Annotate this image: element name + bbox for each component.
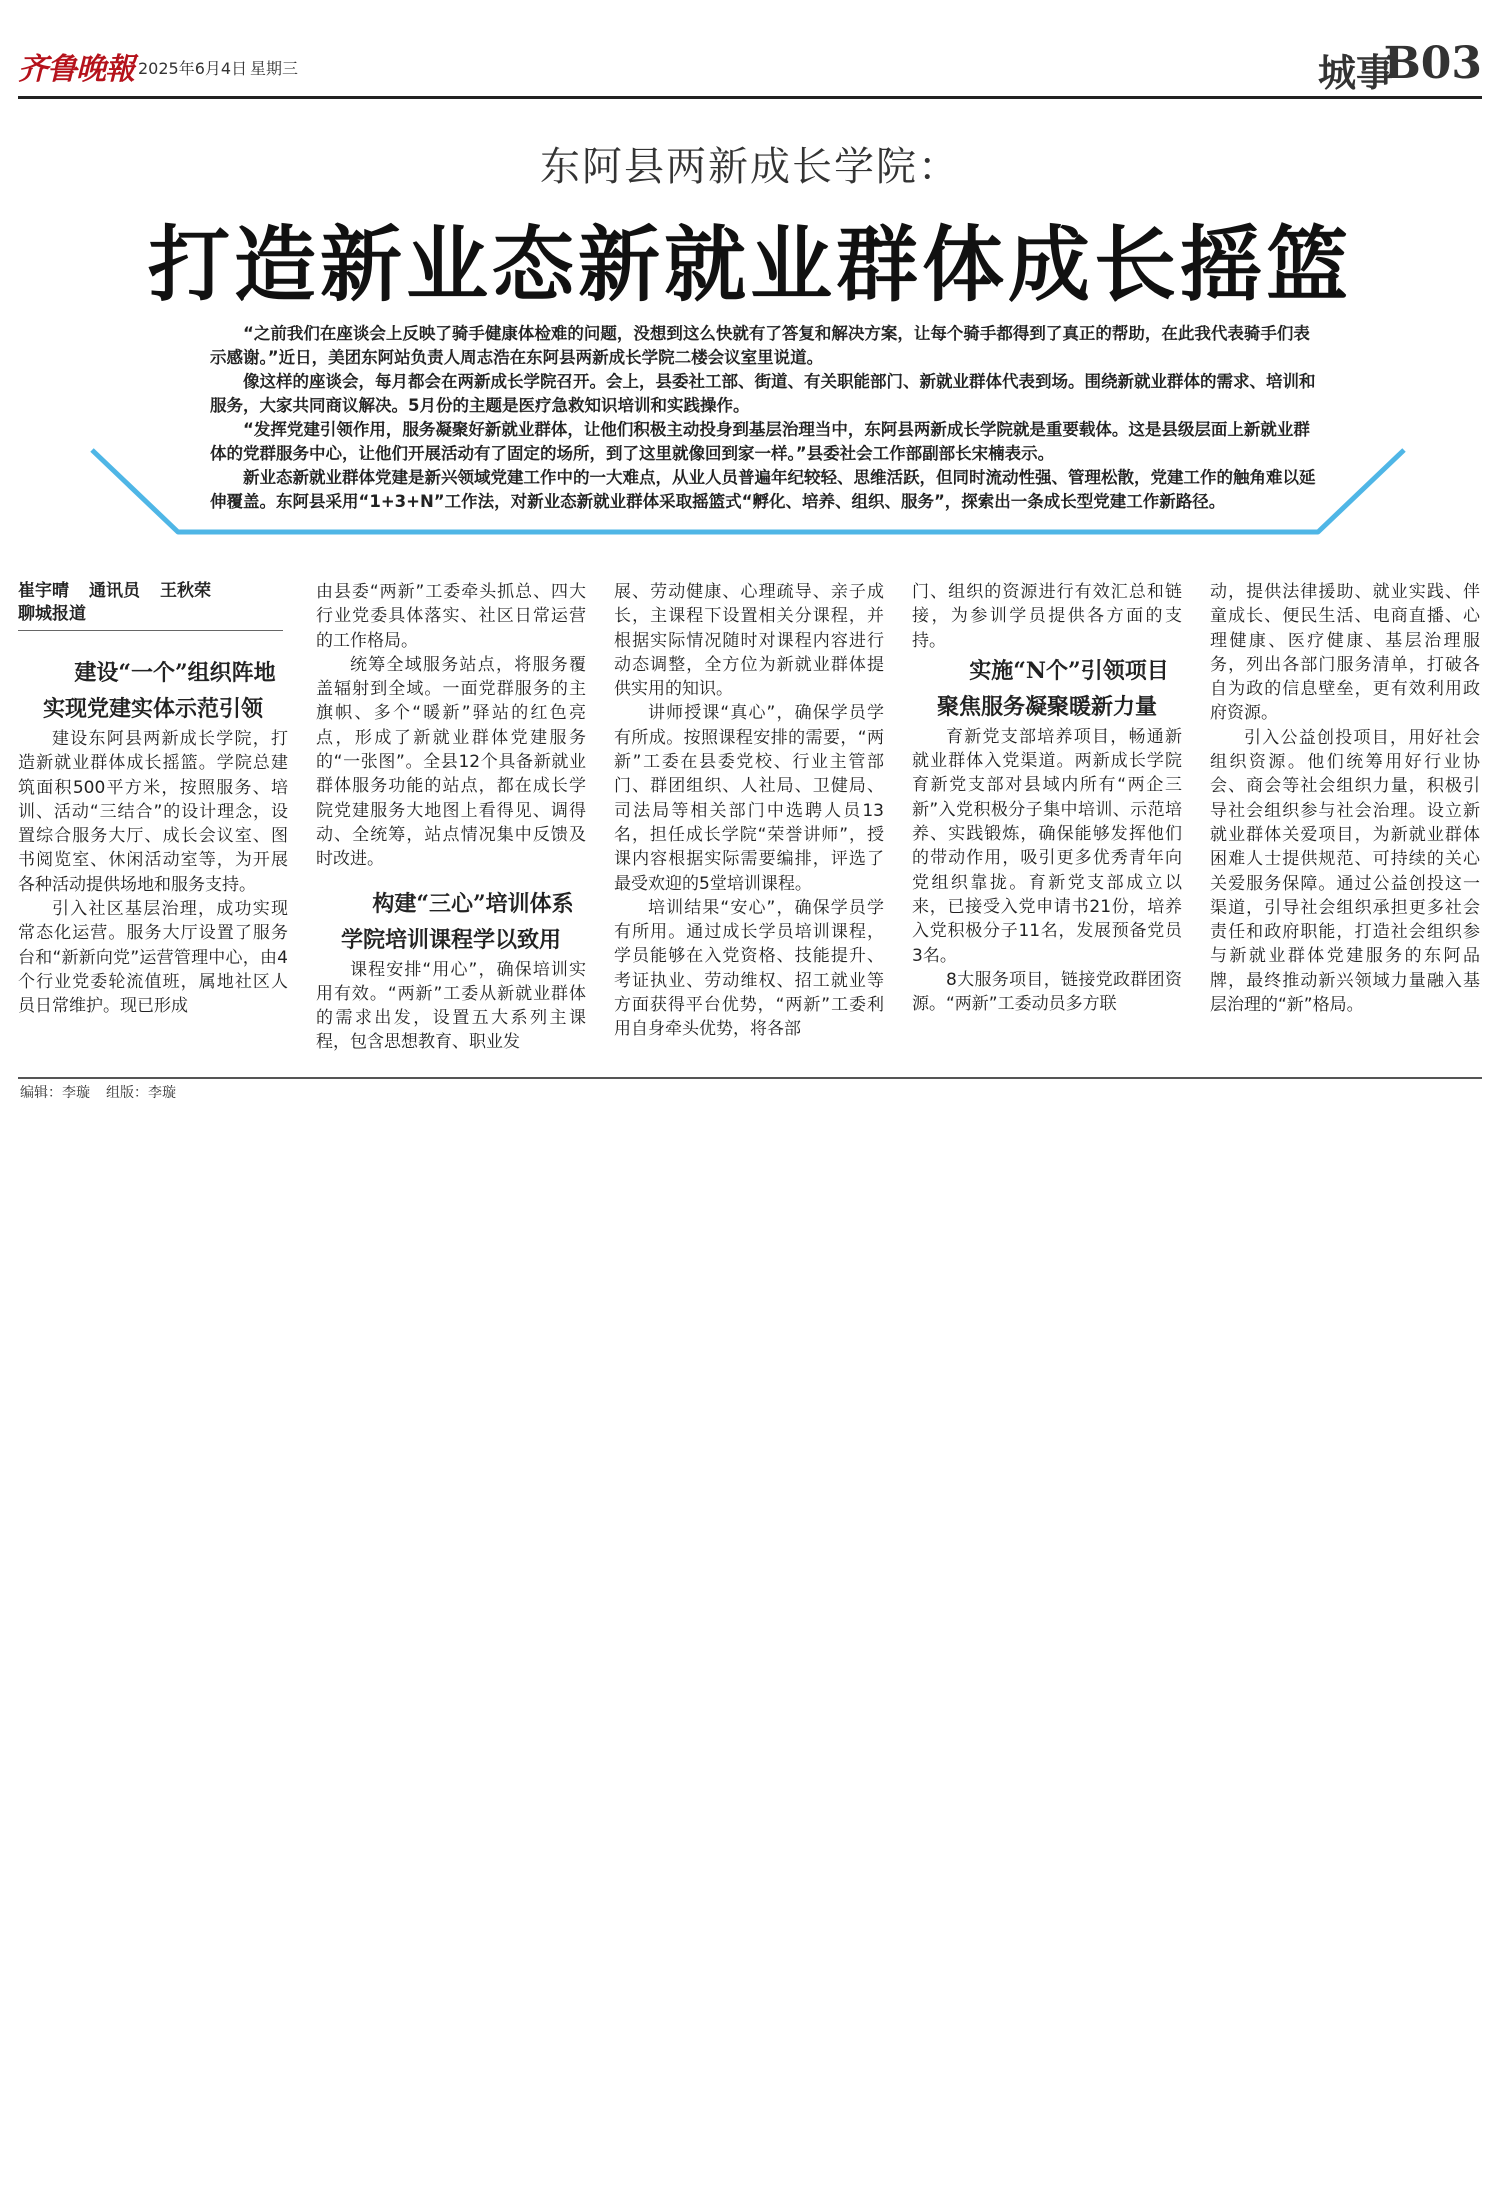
header-rule [18,96,1482,99]
body-paragraph: 动，提供法律援助、就业实践、伴童成长、便民生活、电商直播、心理健康、医疗健康、基层治理服务，列出各部门服务清单，打破各自为政的信息壁垒，更有效利用政府资源。 [1210,582,1480,724]
body-paragraph: 统筹全域服务站点，将服务覆盖辐射到全域。一面党群服务的主旗帜、多个“暖新”驿站的红色亮点，形成了新就业群体党建服务的“一张图”。全县12个具备新就业群体服务功能的站点，都在成长学院党建服务大地图上看得见、调得动、全统筹，站点情况集中反馈及时改进。 [316,654,586,870]
masthead [18,38,1482,96]
body-paragraph: 由县委“两新”工委牵头抓总、四大行业党委具体落实、社区日常运营的工作格局。 [316,582,586,651]
byline-rule [18,630,283,631]
lead-paragraph: “发挥党建引领作用，服务凝聚好新就业群体，让他们积极主动投身到基层治理当中，东阿县两新成长学院就是重要载体。这是县级层面上新就业群体的党群服务中心，让他们开展活动有了固定的场所，到了这里就像回到家一样。”县委社会工作部副部长宋楠表示。 [210,420,1310,463]
lead-paragraphs [210,322,1320,514]
body-paragraph: 培训结果“安心”，确保学员学有所用。通过成长学员培训课程，学员能够在入党资格、技能提升、考证执业、劳动维权、招工就业等方面获得平台优势，“两新”工委利用自身牵头优势，将各部 [614,897,884,1040]
body-paragraph: 门、组织的资源进行有效汇总和链接，为参训学员提供各方面的支持。 [912,582,1182,651]
column-1 [18,580,288,1019]
column-4 [912,580,1182,1016]
page-number: B03 [1383,38,1482,89]
column-3 [614,580,884,1042]
editor-credit: 编辑：李璇 [20,1085,90,1101]
layout-credit: 组版：李璇 [106,1085,176,1101]
headline-title: 打造新业态新就业群体成长摇篮 [147,217,1352,313]
subhead-3: 实施“N个”引领项目 聚焦服务凝聚暖新力量 [936,657,1169,720]
issue-date: 2025年6月4日 [138,59,248,78]
lead-paragraph: 像这样的座谈会，每月都会在两新成长学院召开。会上，县委社工部、街道、有关职能部门、新就业群体代表到场。围绕新就业群体的需求、培训和服务，大家共同商议解决。5月份的主题是医疗急救知识培训和实践操作。 [210,372,1316,415]
body-paragraph: 8大服务项目，链接党政群团资源。“两新”工委动员多方联 [912,969,1182,1015]
article-body [18,580,1482,1060]
correspondent-name: 王秋荣 [160,581,211,601]
body-paragraph: 引入公益创投项目，用好社会组织资源。他们统筹用好行业协会、商会等社会组织力量，积极引导社会组织参与社会治理。设立新就业群体关爱项目，为新就业群体困难人士提供规范、可持续的关心关爱服务保障。通过公益创投这一渠道，引导社会组织承担更多社会责任和政府职能，打造社会组织参与新就业群体党建服务的东阿品牌，最终推动新兴领域力量融入基层治理的“新”格局。 [1210,727,1480,1016]
headline-kicker: 东阿县两新成长学院： [540,144,960,190]
newspaper-logo: 齐鲁晚報 [18,52,134,87]
body-paragraph: 展、劳动健康、心理疏导、亲子成长，主课程下设置相关分课程，并根据实际情况随时对课程内容进行动态调整，全方位为新就业群体提供实用的知识。 [614,582,884,700]
body-paragraph: 讲师授课“真心”，确保学员学有所成。按照课程安排的需要，“两新”工委在县委党校、行业主管部门、群团组织、人社局、卫健局、司法局等相关部门中选聘人员13名，担任成长学院“荣誉讲师”，授课内容根据实际需要编排，评选了最受欢迎的5堂培训课程。 [614,703,884,894]
reporter-name: 崔宇晴 [18,581,69,601]
subhead-2: 构建“三心”培训体系 学院培训课程学以致用 [340,890,574,953]
body-paragraph: 育新党支部培养项目，畅通新就业群体入党渠道。两新成长学院育新党支部对县域内所有“两企三新”入党积极分子集中培训、示范培养、实践锻炼，确保能够发挥他们的带动作用，吸引更多优秀青年向党组织靠拢。育新党支部成立以来，已接受入党申请书21份，培养入党积极分子11名，发展预备党员3名。 [912,726,1182,966]
lead-paragraph: “之前我们在座谈会上反映了骑手健康体检难的问题，没想到这么快就有了答复和解决方案，让每个骑手都得到了真正的帮助，在此我代表骑手们表示感谢。”近日，美团东阿站负责人周志浩在东阿县两新成长学院二楼会议室里说道。 [210,324,1310,367]
issue-weekday: 星期三 [250,59,299,78]
subhead-1: 建设“一个”组织阵地 实现党建实体示范引领 [42,660,276,722]
page-footer [20,1082,192,1102]
column-2 [316,580,586,1055]
body-paragraph: 建设东阿县两新成长学院，打造新就业群体成长摇篮。学院总建筑面积500平方米，按照服务、培训、活动“三结合”的设计理念，设置综合服务大厅、成长会议室、图书阅览室、休闲活动室等，为开展各种活动提供场地和服务支持。 [18,729,288,895]
byline-outlet: 聊城报道 [18,604,86,624]
body-paragraph: 课程安排“用心”，确保培训实用有效。“两新”工委从新就业群体的需求出发，设置五大系列主课程，包含思想教育、职业发 [316,959,586,1053]
body-paragraph: 引入社区基层治理，成功实现常态化运营。服务大厅设置了服务台和“新新向党”运营管理中心，由4个行业党委轮流值班，属地社区人员日常维护。现已形成 [18,899,288,1017]
byline [18,580,288,626]
lead-paragraph: 新业态新就业群体党建是新兴领域党建工作中的一大难点，从业人员普遍年纪较轻、思维活跃，但同时流动性强、管理松散，党建工作的触角难以延伸覆盖。东阿县采用“1+3+N”工作法，对新业态新就业群体采取摇篮式“孵化、培养、组织、服务”，探索出一条成长型党建工作新路径。 [210,468,1316,511]
correspondent-label: 通讯员 [89,581,140,601]
footer-rule [18,1077,1482,1079]
column-5 [1210,580,1480,1017]
section-name: 城事 [1317,50,1394,95]
